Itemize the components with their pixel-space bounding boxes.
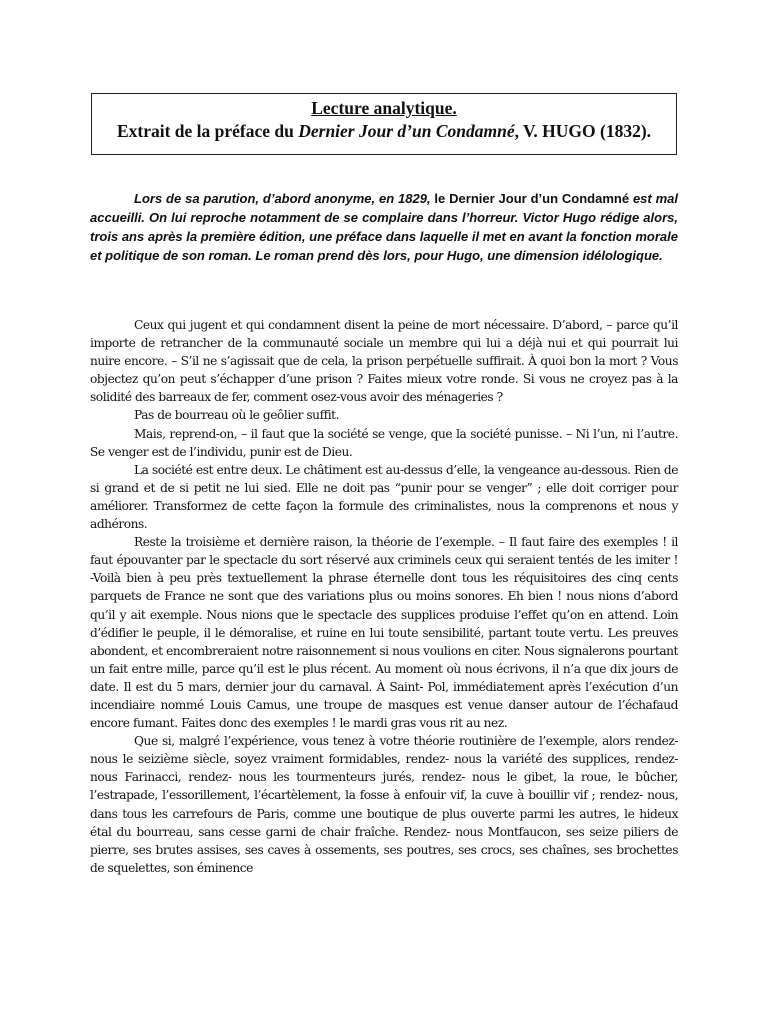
paragraph-2: Pas de bourreau où le geôlier suffit. (134, 408, 340, 423)
paragraph-4: La société est entre deux. Le châtiment est au-dessus d’elle, la vengeance au-dessous. Rien de si grand et de si petit ne lui sied. Elle ne doit pas “punir pour se venger” ; elle doit corriger pour améliorer. Transformez de cette façon la formule des criminalistes, nous la comprenons et nous y adhérons. (90, 462, 678, 532)
subtitle-work-title: Dernier Jour d’un Condamné (298, 121, 515, 141)
paragraph-1: Ceux qui jugent et qui condamnent disent la peine de mort nécessaire. D’abord, – parce qu’il importe de retrancher de la communauté sociale un membre qui lui a déjà nui et qui pourrait lui nuire encore. – S’il ne s’agissait que de cela, la prison perpétuelle suffirait. À quoi bon la mort ? Vous objectez qu’on peut s’échapper d’une prison ? Faites mieux votre ronde. Si vous ne croyez pas à la solidité des barreaux de fer, comment osez-vous avoir des ménageries ? (90, 318, 678, 405)
paragraph-5: Reste la troisième et dernière raison, la théorie de l’exemple. – Il faut faire des exemples ! il faut épouvanter par le spectacle du sort réservé aux criminels ceux qui seraient tentés de les imiter ! -Voilà bien à peu près textuellement la phrase éternelle dont tous les réquisitoires des cinq cents parquets de France ne sont que des variations plus ou moins sonores. Eh bien ! nous nions d’abord qu’il y ait exemple. Nous nions que le spectacle des supplices produise l’effet qu’on en attend. Loin d’édifier le peuple, il le démoralise, et ruine en lui toute sensibilité, partant toute vertu. Les preuves abondent, et encombreraient notre raisonnement si nous voulions en citer. Nous signalerons pourtant un fait entre mille, parce qu’il est le plus récent. Au moment où nous écrivons, il n’a que dix jours de date. Il est du 5 mars, dernier jour du carnaval. À Saint- Pol, immédiatement après l’exécution d’un incendiaire nommé Louis Camus, une troupe de masques est venue danser autour de l’échafaud encore fumant. Faites donc des exemples ! le mardi gras vous rit au nez. (90, 535, 678, 731)
paragraph-3: Mais, reprend-on, – il faut que la société se venge, que la société punisse. – Ni l’un, ni l’autre. Se venger est de l’individu, punir est de Dieu. (90, 426, 678, 459)
intro-part-3: est mal accueilli. On lui reproche notamment de se complaire dans l’horreur. Victor Hugo rédige alors, trois ans après la première édition, une préface dans laquelle il met en avant la fonction morale et politique de son roman. Le roman prend dès lors, pour Hugo, une dimension idélologique. (90, 191, 678, 263)
page-title: Lecture analytique. (311, 98, 457, 118)
page-subtitle (92, 120, 676, 143)
subtitle-prefix: Extrait de la préface du (116, 121, 299, 141)
paragraph-6: Que si, malgré l’expérience, vous tenez à votre théorie routinière de l’exemple, alors rendez- nous le seizième siècle, soyez vraiment formidables, rendez- nous la variété des supplices, rendez- nous Farinacci, rendez- nous les tourmenteurs jurés, rendez- nous le gibet, la roue, le bûcher, l’estrapade, l’essorillement, l’écartèlement, la fosse à enfouir vif, la cuve à bouillir vif ; rendez- nous, dans tous les carrefours de Paris, comme une boutique de plus ouverte parmi les autres, le hideux étal du bourreau, sans cesse garni de chair fraîche. Rendez- nous Montfaucon, ses seize piliers de pierre, ses brutes assises, ses caves à ossements, ses poutres, ses crocs, ses chaînes, ses brochettes de squelettes, son éminence (90, 734, 678, 875)
intro-work-title: le Dernier Jour d’un Condamné (430, 191, 633, 206)
title-box (91, 93, 677, 155)
subtitle-suffix: , V. HUGO (1832). (514, 121, 652, 141)
main-text (90, 316, 678, 877)
intro-part-1: Lors de sa parution, d’abord anonyme, en 1829, (134, 191, 431, 206)
intro-paragraph (90, 189, 678, 265)
